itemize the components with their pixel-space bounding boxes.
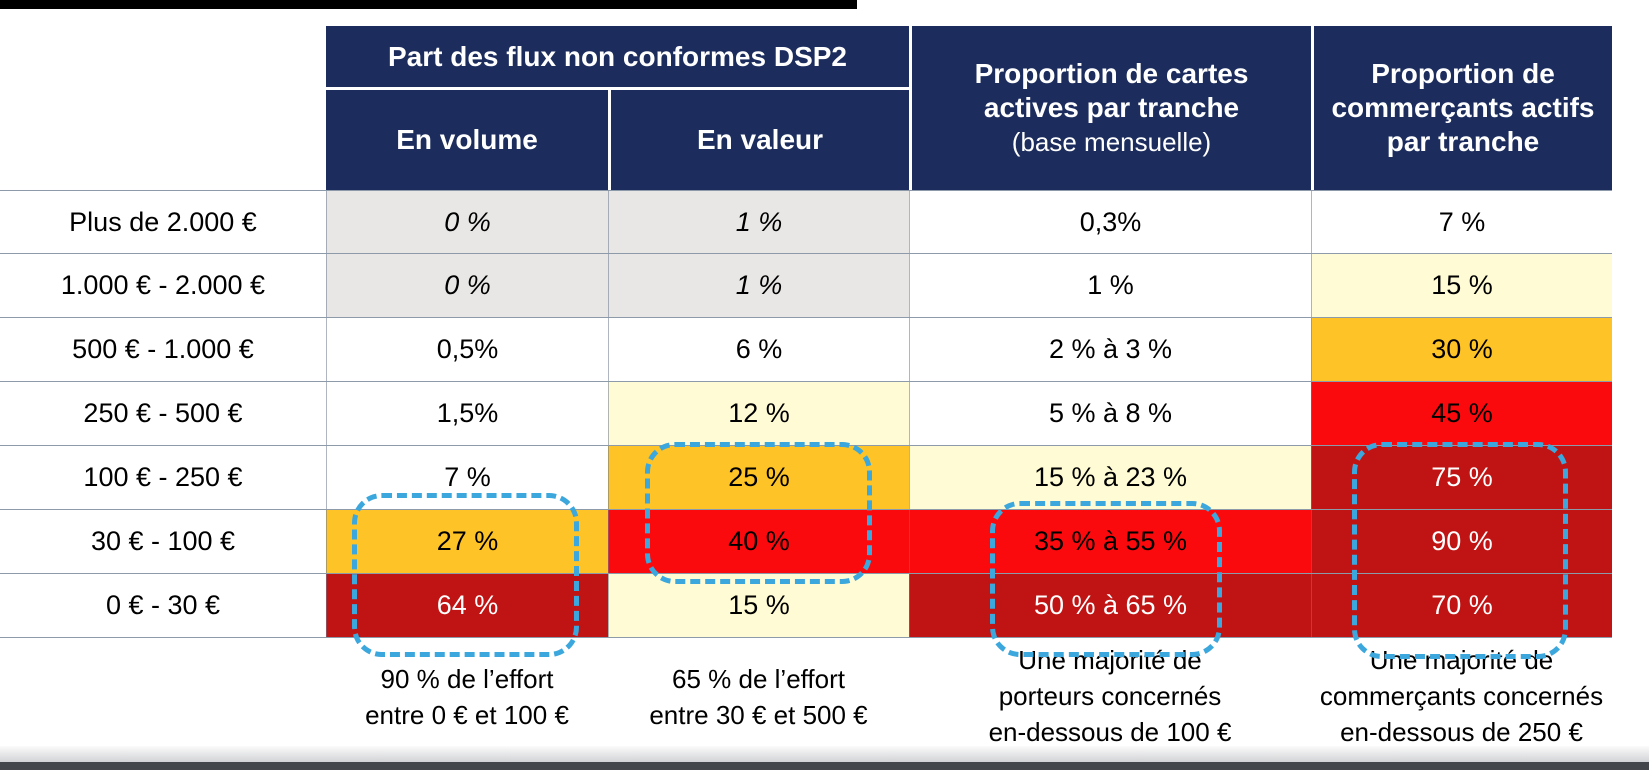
table-row: [0, 254, 1612, 318]
table-cell: 6 %: [608, 318, 909, 381]
table-cell: 30 %: [1311, 318, 1612, 381]
row-label: 100 € - 250 €: [0, 446, 326, 509]
footnote-volume-line2: entre 0 € et 100 €: [365, 700, 569, 730]
table-cell: 40 %: [608, 510, 909, 573]
footnote-comm-line1: Une majorité de: [1369, 645, 1554, 675]
table-cell: 90 %: [1311, 510, 1612, 573]
table-cell: 15 % à 23 %: [909, 446, 1311, 509]
data-grid: [0, 190, 1612, 638]
header-commercants-actifs: [1314, 26, 1612, 190]
row-label: 250 € - 500 €: [0, 382, 326, 445]
table-cell: 0,3%: [909, 191, 1311, 253]
table-cell: 7 %: [1311, 191, 1612, 253]
table-cell: 15 %: [1311, 254, 1612, 317]
footnote-cartes-line2: porteurs concernés: [998, 681, 1222, 711]
header-cartes-actives: [912, 26, 1311, 190]
footnote-volume-line1: 90 % de l’effort: [380, 664, 554, 694]
header-comm-line1: Proportion de: [1371, 58, 1555, 89]
row-label: 500 € - 1.000 €: [0, 318, 326, 381]
header-flux-label: Part des flux non conformes DSP2: [388, 40, 847, 72]
table-cell: 1 %: [608, 191, 909, 253]
footnote-cartes: [909, 636, 1311, 756]
bottom-dark-bar: [0, 762, 1649, 770]
row-label: 30 € - 100 €: [0, 510, 326, 573]
table-row: [0, 382, 1612, 446]
table-cell: 25 %: [608, 446, 909, 509]
header-cartes-line1: Proportion de cartes: [974, 58, 1249, 89]
header-en-valeur: [611, 90, 909, 190]
table-row: [0, 574, 1612, 638]
footnote-valeur-line2: entre 30 € et 500 €: [649, 700, 868, 730]
footnote-cartes-line1: Une majorité de: [1018, 645, 1202, 675]
table-cell: 15 %: [608, 574, 909, 637]
table-row: [0, 190, 1612, 254]
table-cell: 0,5%: [326, 318, 608, 381]
row-label: 0 € - 30 €: [0, 574, 326, 637]
table-cell: 0 %: [326, 254, 608, 317]
header-en-volume-label: En volume: [396, 124, 538, 155]
table-cell: 27 %: [326, 510, 608, 573]
footnote-valeur-line1: 65 % de l’effort: [672, 664, 845, 694]
footnote-cartes-line3: en-dessous de 100 €: [988, 717, 1232, 747]
row-label: 1.000 € - 2.000 €: [0, 254, 326, 317]
header-cartes-line3: (base mensuelle): [1011, 127, 1212, 157]
table-cell: 2 % à 3 %: [909, 318, 1311, 381]
footnote-valeur: [608, 640, 909, 754]
table-cell: 1,5%: [326, 382, 608, 445]
table-cell: 1 %: [608, 254, 909, 317]
header-comm-line3: par tranche: [1386, 126, 1540, 157]
table-row: [0, 318, 1612, 382]
table-row: [0, 510, 1612, 574]
footnote-commercants: [1311, 636, 1612, 756]
table-cell: 45 %: [1311, 382, 1612, 445]
footnote-comm-line2: commerçants concernés: [1319, 681, 1604, 711]
footnote-comm-line3: en-dessous de 250 €: [1340, 717, 1583, 747]
table-cell: 5 % à 8 %: [909, 382, 1311, 445]
header-en-valeur-label: En valeur: [696, 124, 824, 155]
footnote-volume: [326, 640, 608, 754]
header-en-volume: [326, 90, 608, 190]
table-row: [0, 446, 1612, 510]
table-cell: 50 % à 65 %: [909, 574, 1311, 637]
table-cell: 75 %: [1311, 446, 1612, 509]
table-cell: 35 % à 55 %: [909, 510, 1311, 573]
table-cell: 1 %: [909, 254, 1311, 317]
header-comm-line2: commerçants actifs: [1331, 92, 1595, 123]
table-cell: 7 %: [326, 446, 608, 509]
table-cell: 0 %: [326, 191, 608, 253]
header-cartes-line2: actives par tranche: [983, 92, 1240, 123]
top-black-bar: [0, 0, 857, 9]
row-label: Plus de 2.000 €: [0, 191, 326, 253]
table-cell: 70 %: [1311, 574, 1612, 637]
table-cell: 12 %: [608, 382, 909, 445]
table-cell: 64 %: [326, 574, 608, 637]
header-flux-non-conformes: [326, 26, 909, 87]
